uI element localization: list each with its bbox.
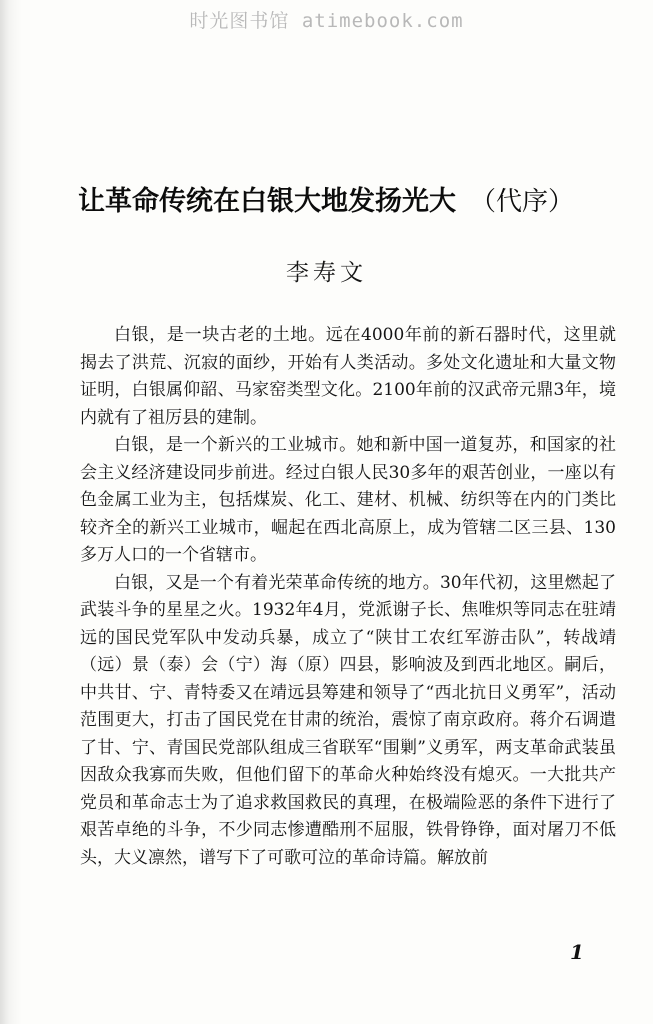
paragraph-3: 白银，又是一个有着光荣革命传统的地方。30年代初，这里燃起了武装斗争的星星之火。1932年4月，党派谢子长、焦唯炽等同志在驻靖远的国民党军队中发动兵暴，成立了“陕甘工农红军游击队”，转战靖（远）景（泰）会（宁）海（原）四县，影响波及到西北地区。嗣后，中共甘、宁、青特委又在靖远县筹建和领导了“西北抗日义勇军”，活动范围更大，打击了国民党在甘肃的统治，震惊了南京政府。蒋介石调遣了甘、宁、青国民党部队组成三省联军“围剿”义勇军，两支革命武装虽因敌众我寡而失败，但他们留下的革命火种始终没有熄灭。一大批共产党员和革命志士为了追求救国救民的真理，在极端险恶的条件下进行了艰苦卓绝的斗争，不少同志惨遭酷刑不屈服，铁骨铮铮，面对屠刀不低头，大义凛然，谱写下了可歌可泣的革命诗篇。解放前	[80, 572, 616, 868]
title-subtitle: （代序）	[470, 187, 575, 217]
body-text	[80, 322, 616, 872]
paragraph-2: 白银，是一个新兴的工业城市。她和新中国一道复苏，和国家的社会主义经济建设同步前进。经过白银人民30多年的艰苦创业，一座以有色金属工业为主，包括煤炭、化工、建材、机械、纺织等在内的门类比较齐全的新兴工业城市，崛起在西北高原上，成为管辖二区三县、130多万人口的一个省辖市。	[80, 435, 616, 565]
author-name: 李寿文	[286, 260, 367, 286]
scan-shadow-edge	[0, 0, 22, 1024]
page-number: 1	[570, 940, 584, 964]
title-main: 让革命传统在白银大地发扬光大	[78, 186, 456, 217]
paragraph-1: 白银，是一块古老的土地。远在4000年前的新石器时代，这里就揭去了洪荒、沉寂的面纱，开始有人类活动。多处文化遗址和大量文物证明，白银属仰韶、马家窑类型文化。2100年前的汉武帝元鼎3年，境内就有了祖厉县的建制。	[80, 325, 616, 428]
watermark: 时光图书馆 atimebook.com	[189, 10, 464, 32]
document-title	[78, 184, 618, 220]
